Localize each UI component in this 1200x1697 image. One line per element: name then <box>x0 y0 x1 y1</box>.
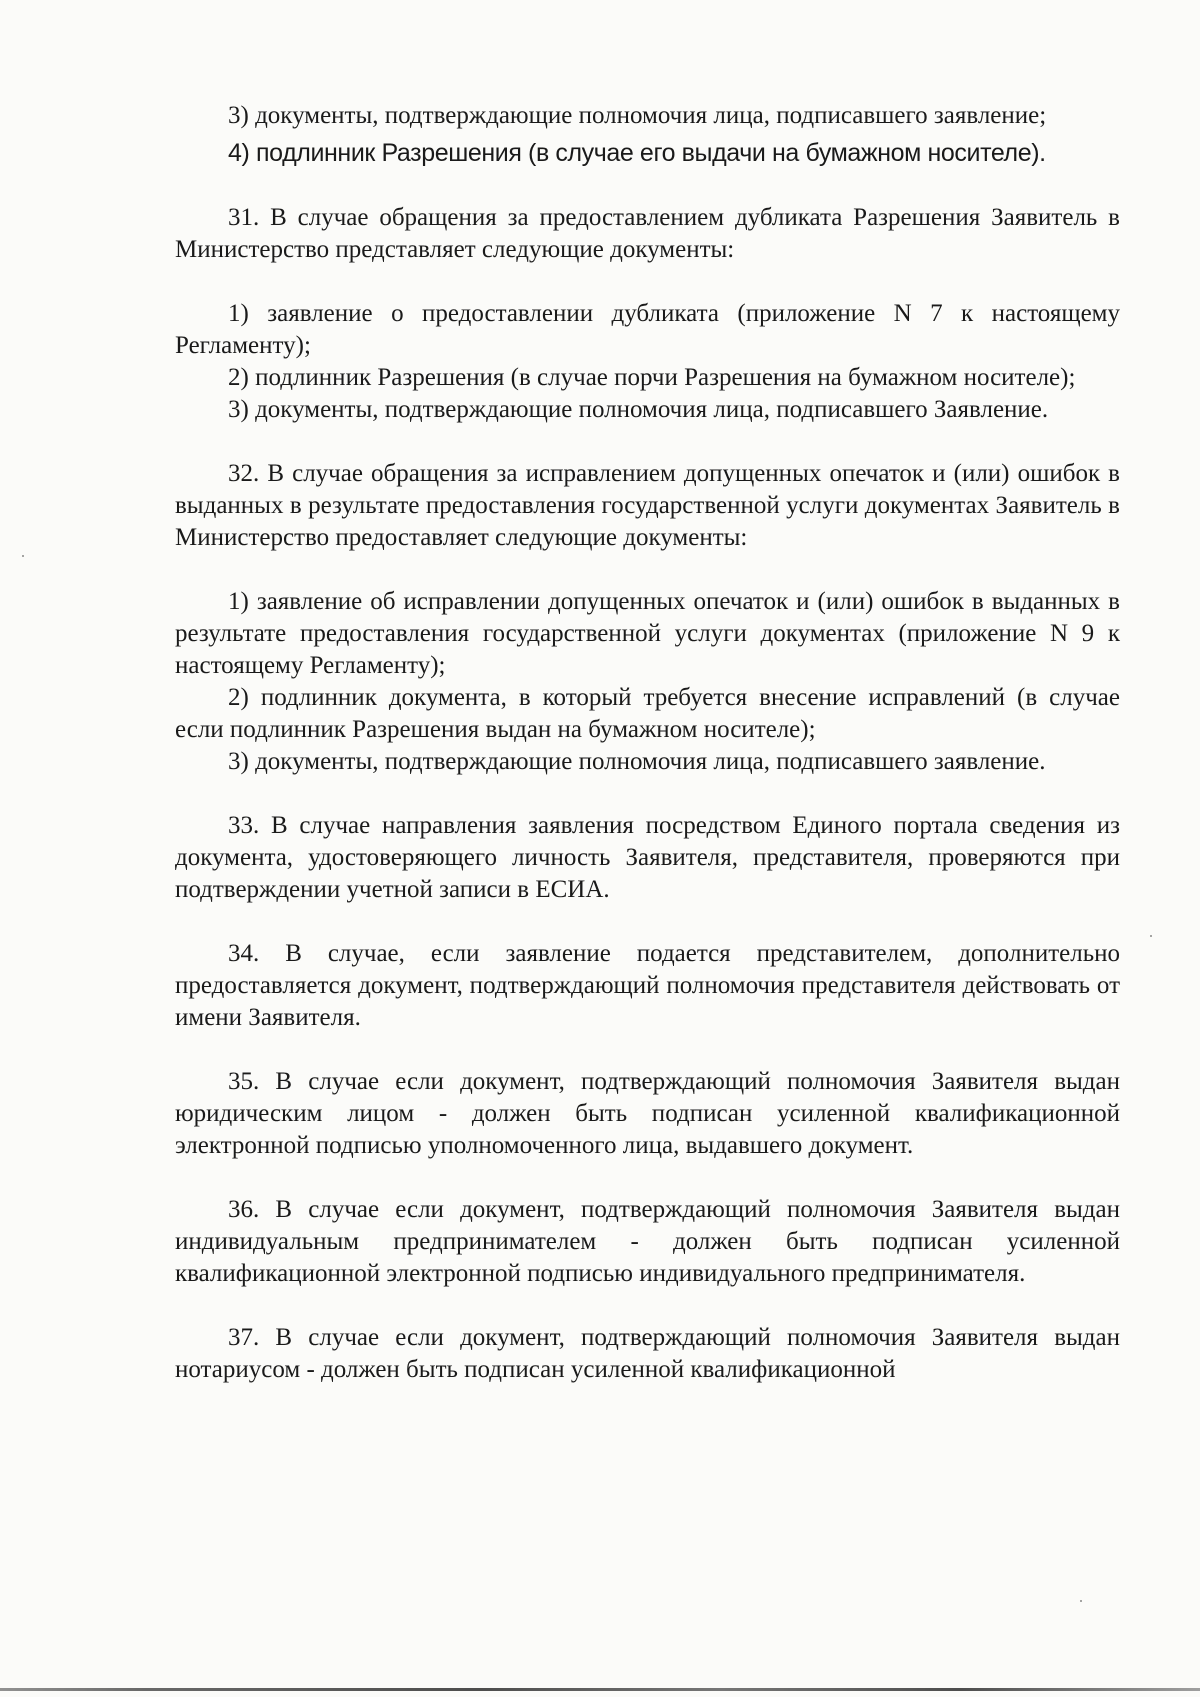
paragraph-37: 37. В случае если документ, подтверждающий полномочия Заявителя выдан нотариусом - должен быть подписан усиленной квалификационной <box>175 1324 1120 1383</box>
paragraph-32-item-1: 1) заявление об исправлении допущенных опечаток и (или) ошибок в выданных в результате предоставления государственной услуги документах (приложение N 9 к настоящему Регламенту); <box>175 588 1120 679</box>
paragraph-34: 34. В случае, если заявление подается представителем, дополнительно предоставляется документ, подтверждающий полномочия представителя действовать от имени Заявителя. <box>175 940 1120 1031</box>
paragraph-35: 35. В случае если документ, подтверждающий полномочия Заявителя выдан юридическим лицом - должен быть подписан усиленной квалификационной электронной подписью уполномоченного лица, выдавшего документ. <box>175 1068 1120 1159</box>
paragraph-31-item-1: 1) заявление о предоставлении дубликата (приложение N 7 к настоящему Регламенту); <box>175 300 1120 359</box>
paragraph-31-item-3: 3) документы, подтверждающие полномочия лица, подписавшего Заявление. <box>228 396 1049 423</box>
scan-speck <box>1150 935 1152 937</box>
paragraph-31-item-2: 2) подлинник Разрешения (в случае порчи Разрешения на бумажном носителе); <box>228 364 1076 391</box>
paragraph-32-item-2: 2) подлинник документа, в который требуется внесение исправлений (в случае если подлинник Разрешения выдан на бумажном носителе); <box>175 684 1120 743</box>
scan-speck <box>1080 1600 1082 1602</box>
document-body <box>175 100 1120 1386</box>
paragraph-32-item-3: 3) документы, подтверждающие полномочия лица, подписавшего заявление. <box>228 748 1046 775</box>
paragraph-31: 31. В случае обращения за предоставлением дубликата Разрешения Заявитель в Министерство представляет следующие документы: <box>175 204 1120 263</box>
paragraph-item-3-authority-docs: 3) документы, подтверждающие полномочия лица, подписавшего заявление; <box>228 102 1047 129</box>
paragraph-33: 33. В случае направления заявления посредством Единого портала сведения из документа, удостоверяющего личность Заявителя, представителя, проверяются при подтверждении учетной записи в ЕСИА. <box>175 812 1120 903</box>
paragraph-32: 32. В случае обращения за исправлением допущенных опечаток и (или) ошибок в выданных в результате предоставления государственной услуги документах Заявитель в Министерство предоставляет следующие документы: <box>175 460 1120 551</box>
paragraph-36: 36. В случае если документ, подтверждающий полномочия Заявителя выдан индивидуальным предпринимателем - должен быть подписан усиленной квалификационной электронной подписью индивидуального предпринимателя. <box>175 1196 1120 1287</box>
scan-bottom-edge <box>0 1688 1200 1691</box>
paragraph-item-4-original-permit: 4) подлинник Разрешения (в случае его выдачи на бумажном носителе). <box>228 139 1046 167</box>
scan-speck <box>22 555 24 557</box>
